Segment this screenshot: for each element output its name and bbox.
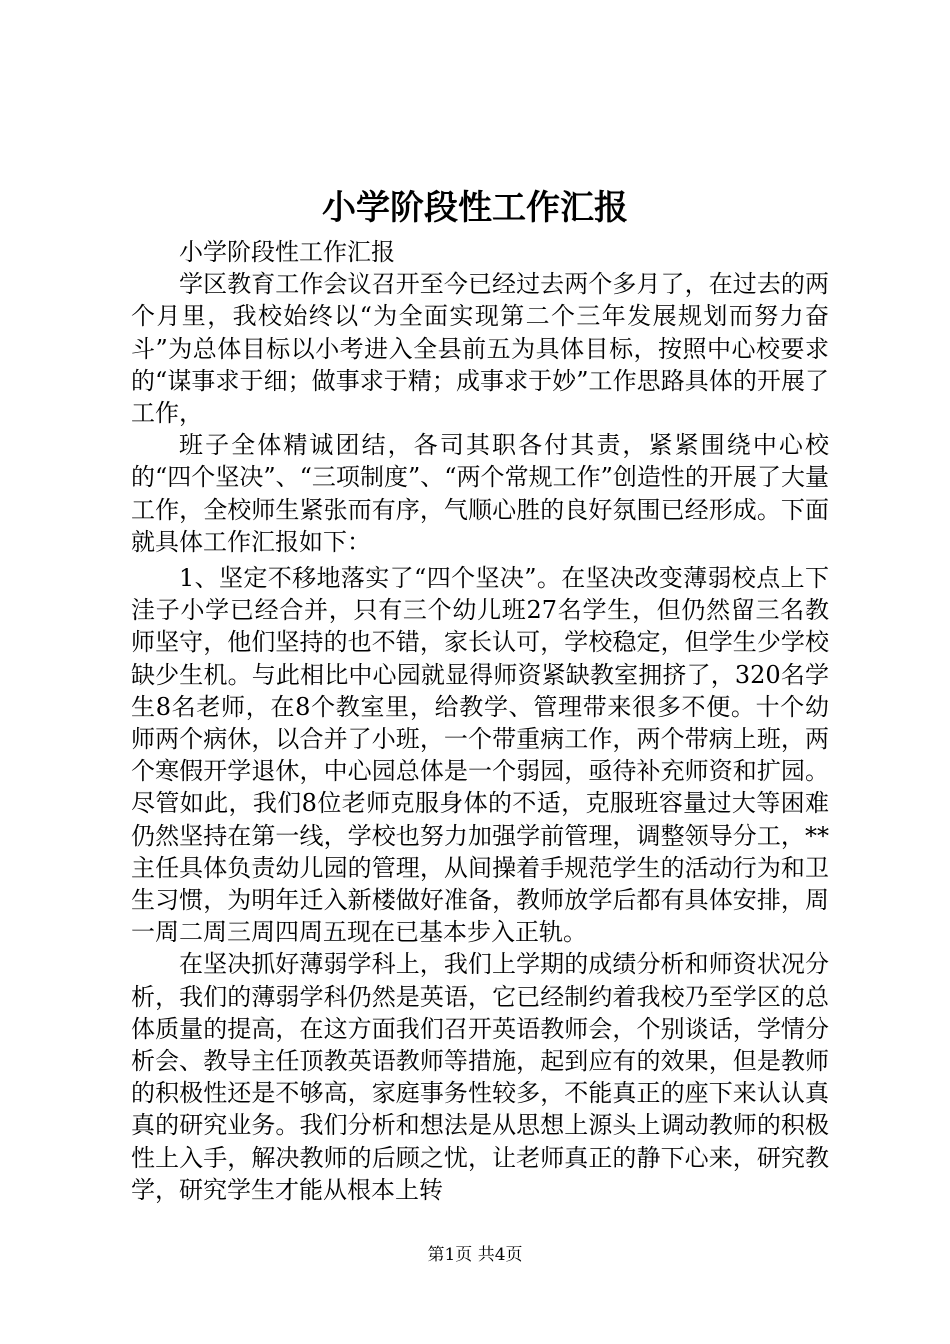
paragraph-four-resolutions: 1、坚定不移地落实了“四个坚决”。在坚决改变薄弱校点上下洼子小学已经合并，只有三个幼儿班27名学生，但仍然留三名教师坚守，他们坚持的也不错，家长认可，学校稳定，但学生少学校缺少生机。与此相比中心园就显得师资紧缺教室拥挤了，320名学生8名老师，在8个教室里，给教学、管理带来很多不便。十个幼师两个病休，以合并了小班，一个带重病工作，两个带病上班，两个寒假开学退休，中心园总体是一个弱园，亟待补充师资和扩园。尽管如此，我们8位老师克服身体的不适，克服班容量过大等困难仍然坚持在第一线，学校也努力加强学前管理，调整领导分工，**主任具体负责幼儿园的管理，从间操着手规范学生的活动行为和卫生习惯，为明年迁入新楼做好准备，教师放学后都有具体安排，周一周二周三周四周五现在已基本步入正轨。 — [131, 564, 829, 947]
page-number: 第1页 共4页 — [427, 1245, 523, 1265]
paragraph-subtitle: 小学阶段性工作汇报 — [179, 238, 395, 266]
paragraph-intro: 学区教育工作会议召开至今已经过去两个多月了，在过去的两个月里，我校始终以“为全面实现第二个三年发展规划而努力奋斗”为总体目标以小考进入全县前五为具体目标，按照中心校要求的“谋事求于细；做事求于精；成事求于妙”工作思路具体的开展了工作， — [131, 270, 829, 428]
document-body — [131, 236, 829, 1206]
paragraph-team: 班子全体精诚团结，各司其职各付其责，紧紧围绕中心校的“四个坚决”、“三项制度”、“两个常规工作”创造性的开展了大量工作，全校师生紧张而有序，气顺心胜的良好氛围已经形成。下面就具体工作汇报如下： — [131, 431, 829, 556]
document-title: 小学阶段性工作汇报 — [322, 188, 628, 228]
paragraph-weak-subjects: 在坚决抓好薄弱学科上，我们上学期的成绩分析和师资状况分析，我们的薄弱学科仍然是英语，它已经制约着我校乃至学区的总体质量的提高，在这方面我们召开英语教师会，个别谈话，学情分析会、教导主任顶教英语教师等措施，起到应有的效果，但是教师的积极性还是不够高，家庭事务性较多，不能真正的座下来认认真真的研究业务。我们分析和想法是从思想上源头上调动教师的积极性上入手，解决教师的后顾之忧，让老师真正的静下心来，研究教学，研究学生才能从根本上转 — [131, 950, 829, 1204]
